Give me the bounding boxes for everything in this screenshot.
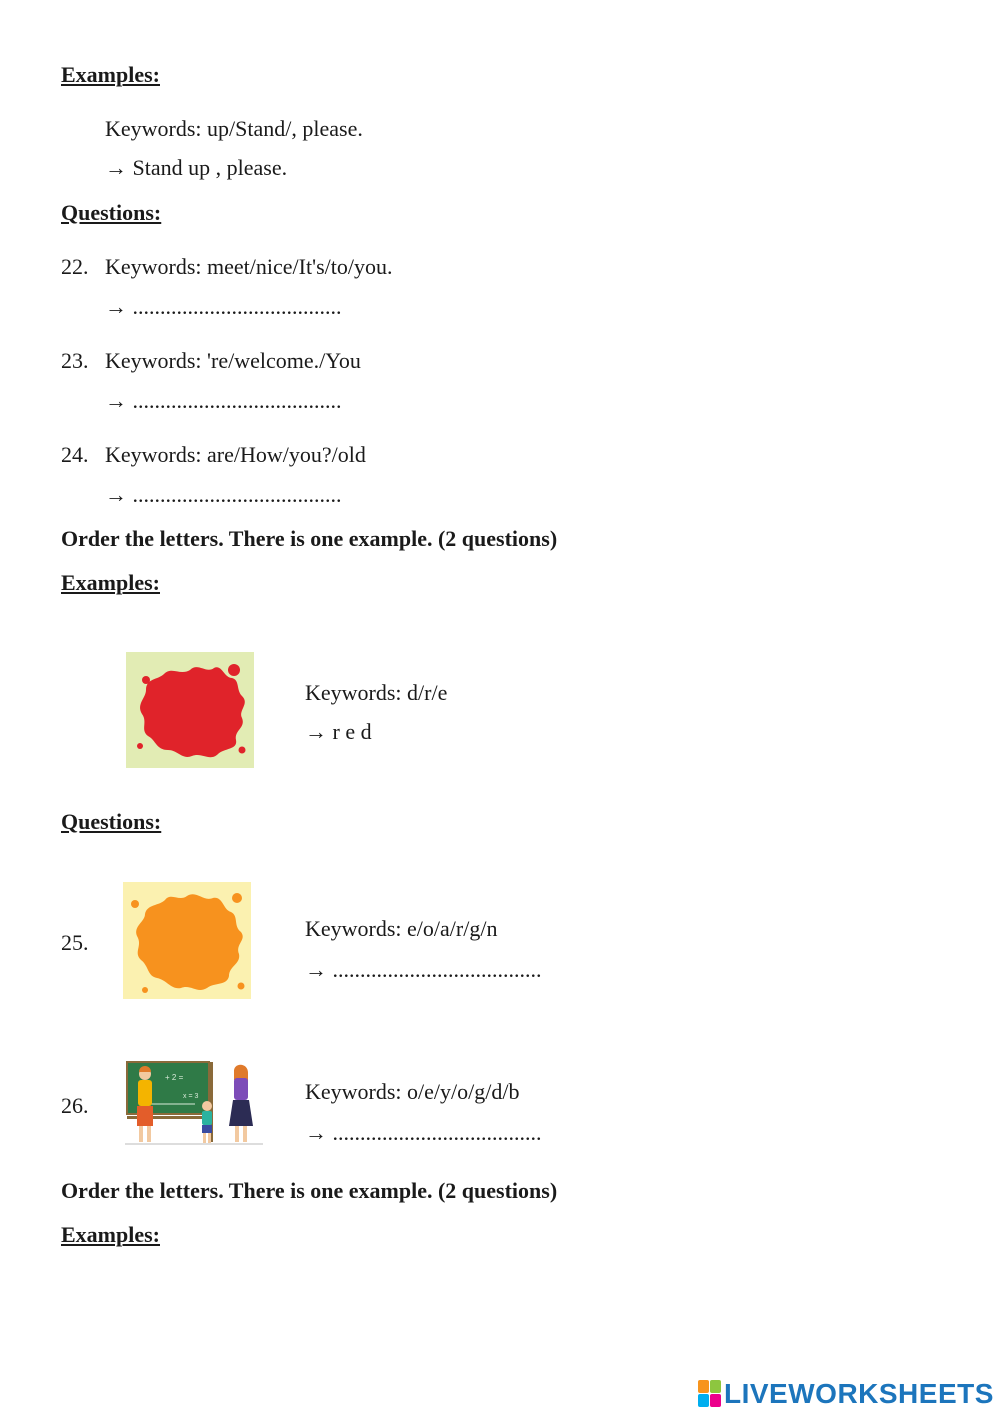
question-keywords: Keywords: e/o/a/r/g/n: [305, 916, 498, 941]
orange-paint-splash-image: [123, 882, 251, 999]
answer-blank[interactable]: → ......................................: [305, 1120, 542, 1145]
question-keywords: Keywords: meet/nice/It's/to/you.: [105, 254, 393, 279]
question-keywords: Keywords: o/e/y/o/g/d/b: [305, 1079, 520, 1104]
liveworksheets-logo[interactable]: [698, 1378, 994, 1410]
example-keywords: Keywords: d/r/e: [305, 680, 448, 705]
question-number: 22.: [61, 254, 89, 279]
answer-blank[interactable]: → ......................................: [105, 388, 342, 413]
examples-heading: Examples:: [61, 570, 160, 595]
example-answer: → r e d: [305, 719, 372, 744]
red-paint-splash-image: [126, 652, 254, 768]
section-instruction: Order the letters. There is one example. (2 questions): [61, 526, 558, 551]
question-keywords: Keywords: are/How/you?/old: [105, 442, 366, 467]
question-number: 24.: [61, 442, 89, 467]
examples-heading: Examples:: [61, 1222, 160, 1247]
answer-blank[interactable]: → ......................................: [105, 482, 342, 507]
question-number: 26.: [61, 1093, 89, 1118]
questions-heading: Questions:: [61, 200, 162, 225]
classroom-image: [125, 1060, 263, 1148]
questions-heading: Questions:: [61, 809, 162, 834]
svg-text:x = 3: x = 3: [183, 1093, 199, 1100]
example-keywords: Keywords: up/Stand/, please.: [105, 116, 363, 141]
question-keywords: Keywords: 're/welcome./You: [105, 348, 361, 373]
liveworksheets-brand: LIVEWORKSHEETS: [724, 1378, 994, 1409]
answer-blank[interactable]: → ......................................: [305, 957, 542, 982]
example-answer: → Stand up , please.: [105, 155, 288, 180]
question-number: 23.: [61, 348, 89, 373]
question-number: 25.: [61, 930, 89, 955]
examples-heading: Examples:: [61, 62, 160, 87]
answer-blank[interactable]: → ......................................: [105, 294, 342, 319]
svg-text:+ 2 =: + 2 =: [165, 1073, 184, 1082]
liveworksheets-mark-icon: [698, 1380, 722, 1408]
section-instruction: Order the letters. There is one example. (2 questions): [61, 1178, 558, 1203]
